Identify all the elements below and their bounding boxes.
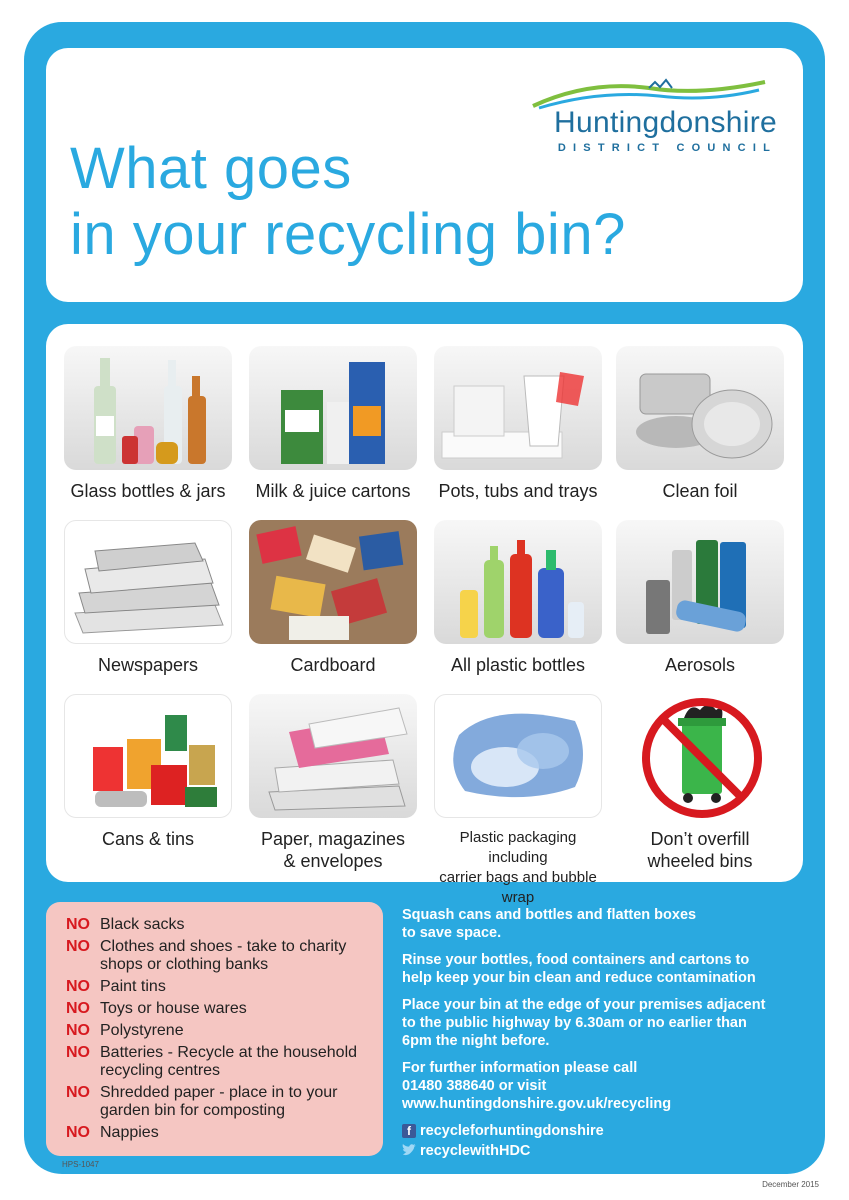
- list-item: [66, 1124, 378, 1142]
- list-item: [66, 916, 378, 934]
- title-line-2: in your recycling bin?: [70, 202, 626, 267]
- item-plastic-packaging: [434, 694, 602, 908]
- logo-swoosh-icon: [529, 76, 769, 110]
- list-item: [66, 1000, 378, 1018]
- info-text: [402, 906, 802, 1162]
- list-item-text: Shredded paper - place in to your garden bin for composting: [100, 1084, 338, 1119]
- list-item: [66, 938, 378, 974]
- no-tag: NO: [66, 978, 90, 995]
- item-label-line-1: Plastic packaging including: [459, 829, 577, 866]
- header-panel: [46, 48, 803, 302]
- item-label: [616, 828, 784, 872]
- aerosols-photo: [616, 520, 784, 644]
- facebook-icon: f: [402, 1124, 416, 1138]
- plastic-bottles-photo: [434, 520, 602, 644]
- item-glass-bottles: [64, 346, 232, 502]
- list-item-text: Batteries - Recycle at the household recycling centres: [100, 1044, 358, 1079]
- cardboard-photo: [249, 520, 417, 644]
- item-cans-tins: [64, 694, 232, 850]
- item-label: Clean foil: [662, 481, 738, 501]
- item-clean-foil: [616, 346, 784, 502]
- twitter-link[interactable]: recyclewithHDC: [402, 1142, 802, 1160]
- logo-subtitle: DISTRICT COUNCIL: [557, 142, 777, 154]
- item-plastic-bottles: [434, 520, 602, 676]
- no-tag: NO: [66, 916, 90, 933]
- no-overfill-icon: [616, 694, 784, 818]
- cans-photo: [64, 694, 232, 818]
- item-no-overfill: [616, 694, 784, 872]
- list-item-text: Polystyrene: [100, 1022, 184, 1039]
- glass-bottles-photo: [64, 346, 232, 470]
- item-label: Milk & juice cartons: [255, 481, 411, 501]
- item-label-line-1: Don’t overfill: [650, 829, 750, 849]
- tip-rinse: Rinse your bottles, food containers and cartons to help keep your bin clean and reduce contamination: [402, 952, 756, 986]
- item-label: All plastic bottles: [450, 655, 586, 675]
- accepted-items-panel: [46, 324, 803, 906]
- list-item: [66, 1084, 378, 1120]
- list-item: [66, 1022, 378, 1040]
- item-pots-tubs: [434, 346, 602, 502]
- list-item-text: Nappies: [100, 1124, 159, 1141]
- item-label-line-2: wheeled bins: [647, 851, 753, 871]
- item-label: [434, 828, 602, 908]
- list-item-text: Black sacks: [100, 916, 185, 933]
- twitter-icon: [402, 1144, 416, 1158]
- no-tag: NO: [66, 1000, 90, 1017]
- item-label: Newspapers: [97, 655, 199, 675]
- item-label: Aerosols: [664, 655, 736, 675]
- list-item: [66, 1044, 378, 1080]
- item-cartons: [249, 346, 417, 502]
- plastic-packaging-photo: [434, 694, 602, 818]
- item-label-line-1: Paper, magazines: [260, 829, 406, 849]
- tip-placement: Place your bin at the edge of your premises adjacent to the public highway by 6.30am or no earlier than 6pm the night before.: [402, 997, 766, 1049]
- item-label: [249, 828, 417, 872]
- item-label-line-2: carrier bags and bubble wrap: [439, 869, 597, 906]
- no-tag: NO: [66, 1022, 90, 1039]
- pots-tubs-photo: [434, 346, 602, 470]
- list-item-text: Toys or house wares: [100, 1000, 247, 1017]
- paper-photo: [249, 694, 417, 818]
- item-aerosols: [616, 520, 784, 676]
- list-item-text: Paint tins: [100, 978, 166, 995]
- no-tag: NO: [66, 938, 90, 955]
- facebook-link[interactable]: f recycleforhuntingdonshire: [402, 1122, 802, 1140]
- item-label: Cardboard: [290, 655, 376, 675]
- council-logo: [517, 76, 777, 166]
- not-accepted-list: [66, 916, 378, 1146]
- document-date: December 2015: [762, 1180, 819, 1189]
- item-label: Pots, tubs and trays: [438, 481, 598, 501]
- logo-name: Huntingdonshire: [554, 106, 777, 139]
- item-label: Glass bottles & jars: [70, 481, 226, 501]
- item-newspapers: [64, 520, 232, 676]
- title-line-1: What goes: [70, 136, 352, 201]
- item-paper-magazines: [249, 694, 417, 872]
- newspapers-photo: [64, 520, 232, 644]
- no-tag: NO: [66, 1124, 90, 1141]
- item-label: Cans & tins: [101, 829, 195, 849]
- no-tag: NO: [66, 1044, 90, 1061]
- list-item: [66, 978, 378, 996]
- cartons-photo: [249, 346, 417, 470]
- no-tag: NO: [66, 1084, 90, 1101]
- website-link[interactable]: www.huntingdonshire.gov.uk/recycling: [402, 1096, 672, 1112]
- item-label-line-2: & envelopes: [283, 851, 383, 871]
- contact-info: For further information please call 01480 388640 or visit www.huntingdonshire.gov.uk/recycling: [402, 1060, 672, 1112]
- foil-photo: [616, 346, 784, 470]
- tip-squash: Squash cans and bottles and flatten boxes to save space.: [402, 907, 697, 941]
- item-cardboard: [249, 520, 417, 676]
- not-accepted-panel: [46, 902, 383, 1156]
- list-item-text: Clothes and shoes - take to charity shops or clothing banks: [100, 938, 347, 973]
- document-code: HPS-1047: [62, 1160, 99, 1169]
